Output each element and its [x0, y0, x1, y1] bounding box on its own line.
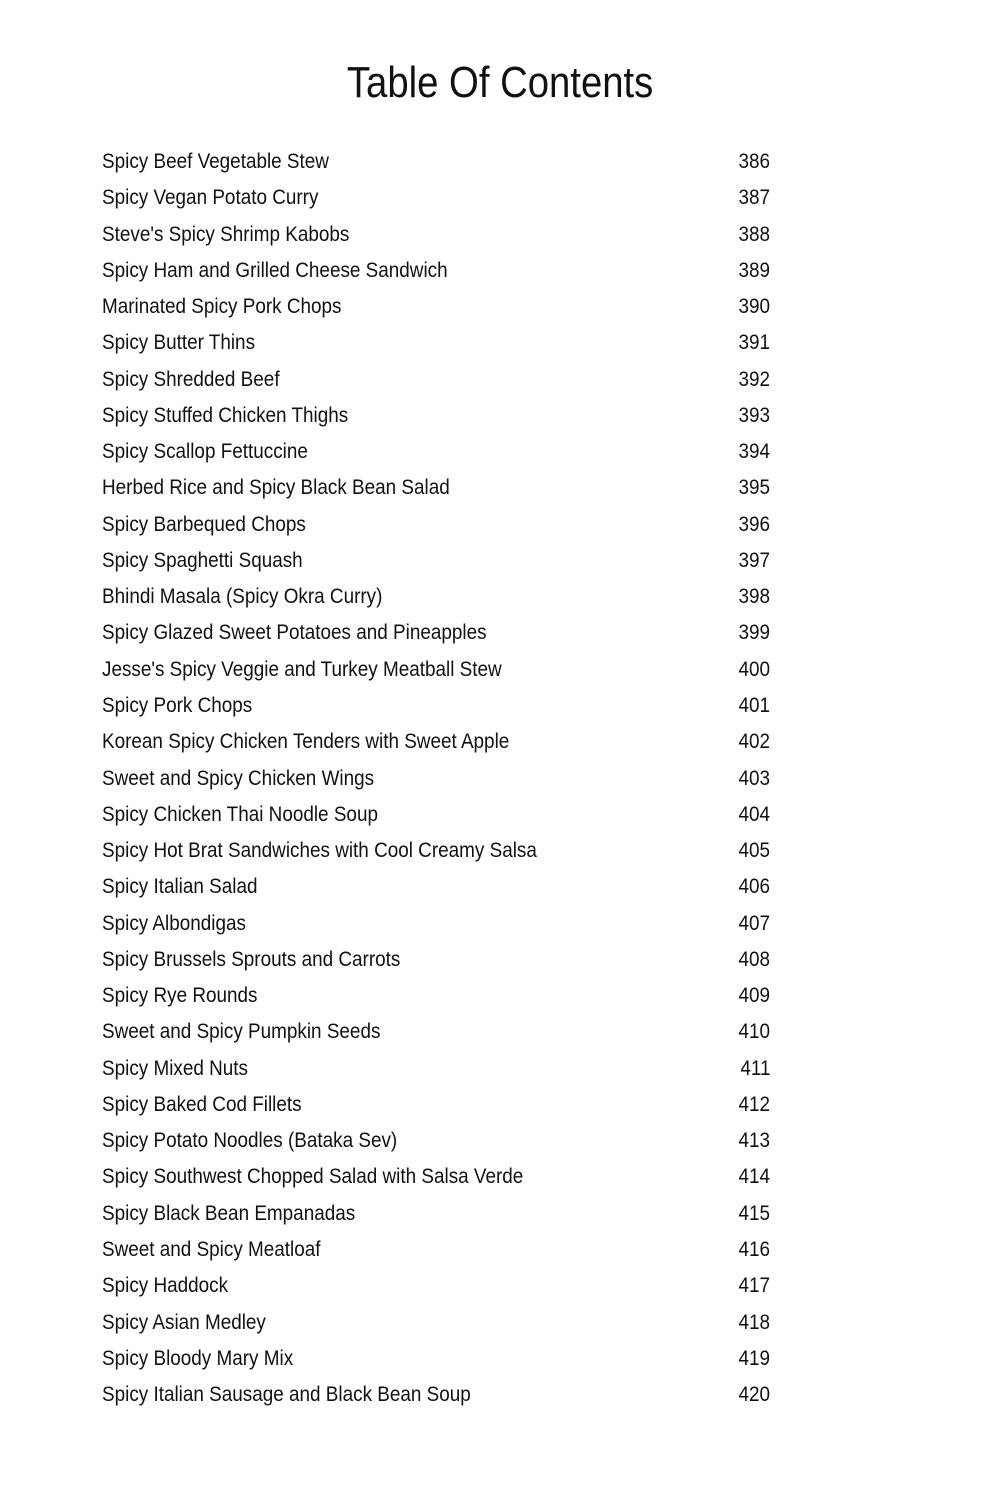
toc-entry-title: Marinated Spicy Pork Chops — [102, 295, 342, 319]
toc-entry[interactable] — [102, 1345, 782, 1381]
toc-entry-page: 392 — [738, 367, 770, 391]
toc-entry-title: Herbed Rice and Spicy Black Bean Salad — [102, 476, 450, 500]
toc-list — [102, 148, 782, 1417]
toc-entry-page: 408 — [738, 947, 770, 971]
toc-entry[interactable] — [102, 1091, 782, 1127]
toc-entry[interactable] — [102, 1236, 782, 1272]
toc-entry[interactable] — [102, 946, 782, 982]
toc-entry-page: 416 — [738, 1237, 770, 1261]
toc-entry-title: Spicy Black Bean Empanadas — [102, 1201, 356, 1225]
toc-entry-page: 411 — [739, 1056, 770, 1080]
toc-entry-page: 394 — [738, 440, 770, 464]
toc-entry[interactable] — [102, 1018, 782, 1054]
toc-entry-page: 395 — [738, 476, 770, 500]
toc-entry-page: 391 — [738, 331, 770, 355]
toc-entry-title: Spicy Potato Noodles (Bataka Sev) — [102, 1129, 398, 1153]
toc-entry[interactable] — [102, 148, 782, 184]
toc-entry-title: Sweet and Spicy Pumpkin Seeds — [102, 1020, 381, 1044]
toc-entry-title: Spicy Ham and Grilled Cheese Sandwich — [102, 258, 448, 282]
toc-entry[interactable] — [102, 583, 782, 619]
toc-entry-page: 393 — [738, 403, 770, 427]
toc-entry[interactable] — [102, 1127, 782, 1163]
toc-entry[interactable] — [102, 765, 782, 801]
toc-entry[interactable] — [102, 982, 782, 1018]
toc-entry[interactable] — [102, 438, 782, 474]
toc-entry-title: Spicy Albondigas — [102, 911, 246, 935]
toc-entry-title: Spicy Haddock — [102, 1274, 229, 1298]
toc-entry-page: 400 — [738, 657, 770, 681]
toc-entry-title: Spicy Vegan Potato Curry — [102, 186, 319, 210]
toc-entry-title: Spicy Asian Medley — [102, 1310, 266, 1334]
toc-entry[interactable] — [102, 1272, 782, 1308]
toc-entry-title: Spicy Rye Rounds — [102, 984, 258, 1008]
toc-entry-page: 413 — [738, 1129, 770, 1153]
toc-entry[interactable] — [102, 801, 782, 837]
toc-entry-title: Spicy Italian Sausage and Black Bean Soup — [102, 1383, 471, 1407]
toc-entry-page: 417 — [738, 1274, 770, 1298]
toc-entry-page: 388 — [738, 222, 770, 246]
toc-entry-title: Bhindi Masala (Spicy Okra Curry) — [102, 585, 383, 609]
toc-entry-page: 403 — [738, 766, 770, 790]
toc-entry[interactable] — [102, 1381, 782, 1417]
toc-entry-page: 410 — [738, 1020, 770, 1044]
toc-entry[interactable] — [102, 1055, 782, 1091]
toc-entry-title: Spicy Beef Vegetable Stew — [102, 150, 329, 173]
toc-entry-page: 389 — [738, 258, 770, 282]
toc-entry[interactable] — [102, 873, 782, 909]
toc-entry-page: 412 — [738, 1092, 770, 1116]
toc-entry-title: Spicy Mixed Nuts — [102, 1056, 248, 1080]
page-title-text: Table Of Contents — [346, 58, 654, 107]
toc-entry-page: 414 — [738, 1165, 770, 1189]
toc-entry-page: 415 — [738, 1201, 770, 1225]
toc-entry[interactable] — [102, 511, 782, 547]
toc-entry[interactable] — [102, 656, 782, 692]
toc-entry-title: Spicy Stuffed Chicken Thighs — [102, 403, 349, 427]
toc-entry[interactable] — [102, 1163, 782, 1199]
toc-entry-page: 407 — [738, 911, 770, 935]
toc-entry-page: 387 — [738, 186, 770, 210]
toc-entry-title: Spicy Italian Salad — [102, 875, 258, 899]
toc-entry-page: 404 — [738, 802, 770, 826]
toc-entry-page: 405 — [738, 839, 770, 863]
toc-entry-title: Spicy Brussels Sprouts and Carrots — [102, 947, 401, 971]
toc-entry-title: Spicy Hot Brat Sandwiches with Cool Creamy Salsa — [102, 839, 537, 863]
toc-entry-page: 406 — [738, 875, 770, 899]
toc-entry-title: Spicy Chicken Thai Noodle Soup — [102, 802, 378, 826]
toc-entry-page: 418 — [738, 1310, 770, 1334]
toc-entry-title: Sweet and Spicy Meatloaf — [102, 1237, 321, 1261]
toc-entry-title: Jesse's Spicy Veggie and Turkey Meatball Stew — [102, 657, 502, 681]
toc-entry[interactable] — [102, 547, 782, 583]
toc-entry[interactable] — [102, 837, 782, 873]
toc-entry[interactable] — [102, 1309, 782, 1345]
toc-entry-title: Spicy Butter Thins — [102, 331, 256, 355]
toc-entry-title: Spicy Spaghetti Squash — [102, 548, 303, 572]
toc-entry-page: 399 — [738, 621, 770, 645]
toc-entry[interactable] — [102, 474, 782, 510]
toc-entry[interactable] — [102, 402, 782, 438]
page-title — [0, 56, 1000, 110]
toc-entry-page: 419 — [738, 1346, 770, 1370]
toc-entry[interactable] — [102, 1200, 782, 1236]
toc-entry[interactable] — [102, 184, 782, 220]
toc-entry[interactable] — [102, 257, 782, 293]
toc-entry-page: 402 — [738, 730, 770, 754]
toc-entry-page: 409 — [738, 984, 770, 1008]
toc-entry-page: 420 — [738, 1383, 770, 1407]
toc-entry-page: 396 — [738, 512, 770, 536]
toc-entry-page: 390 — [738, 295, 770, 319]
toc-entry-title: Spicy Barbequed Chops — [102, 512, 306, 536]
toc-entry-title: Spicy Scallop Fettuccine — [102, 440, 308, 464]
toc-entry-title: Spicy Glazed Sweet Potatoes and Pineapples — [102, 621, 487, 645]
toc-entry[interactable] — [102, 910, 782, 946]
toc-entry-title: Spicy Shredded Beef — [102, 367, 280, 391]
toc-entry[interactable] — [102, 728, 782, 764]
toc-entry[interactable] — [102, 221, 782, 257]
toc-entry[interactable] — [102, 366, 782, 402]
toc-entry[interactable] — [102, 692, 782, 728]
toc-entry-title: Spicy Baked Cod Fillets — [102, 1092, 302, 1116]
toc-entry-title: Steve's Spicy Shrimp Kabobs — [102, 222, 350, 246]
toc-entry-title: Spicy Southwest Chopped Salad with Salsa Verde — [102, 1165, 524, 1189]
toc-entry-page: 398 — [738, 585, 770, 609]
toc-entry-title: Sweet and Spicy Chicken Wings — [102, 766, 375, 790]
toc-entry-page: 401 — [738, 693, 770, 717]
toc-entry[interactable] — [102, 293, 782, 329]
toc-entry[interactable] — [102, 329, 782, 365]
toc-entry-title: Korean Spicy Chicken Tenders with Sweet Apple — [102, 730, 510, 754]
toc-entry-title: Spicy Pork Chops — [102, 693, 253, 717]
toc-entry[interactable] — [102, 619, 782, 655]
toc-entry-page: 386 — [738, 150, 770, 173]
toc-entry-title: Spicy Bloody Mary Mix — [102, 1346, 294, 1370]
toc-entry-page: 397 — [738, 548, 770, 572]
